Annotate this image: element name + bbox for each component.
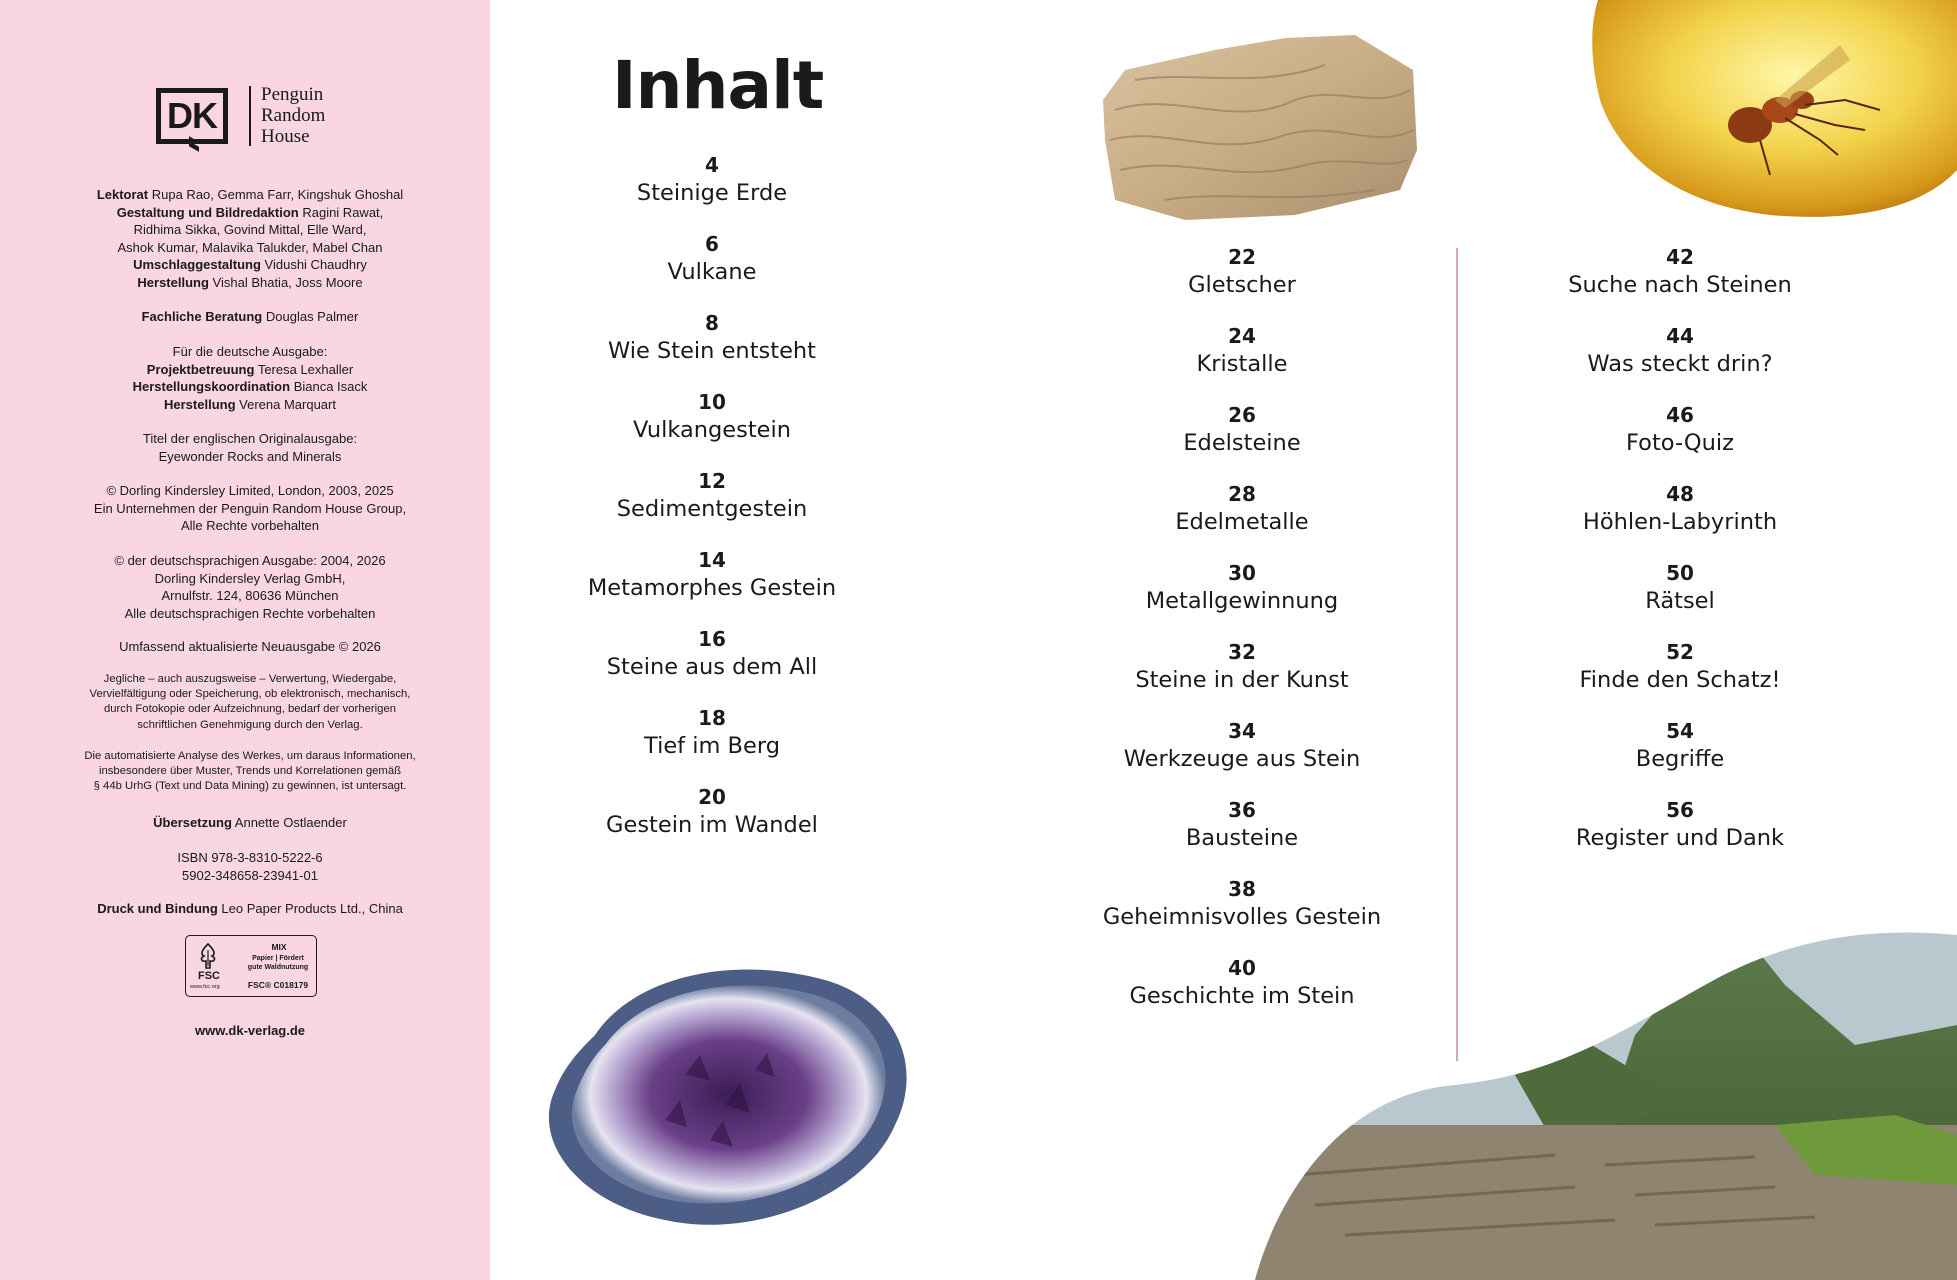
chapter-title: Vulkangestein bbox=[632, 417, 792, 443]
fsc-desc-line: Papier | Fördert bbox=[252, 955, 304, 962]
copyright-de bbox=[50, 552, 450, 622]
imprint-panel bbox=[0, 0, 490, 1280]
penguin-random-house-wordmark bbox=[261, 84, 325, 147]
toc-entry[interactable] bbox=[1072, 560, 1412, 616]
page-number: 50 bbox=[1666, 561, 1694, 585]
amethyst-geode-image bbox=[535, 955, 920, 1235]
fsc-badge bbox=[185, 935, 317, 997]
toc-entry[interactable] bbox=[1510, 323, 1850, 379]
tdm-notice bbox=[55, 749, 445, 795]
credit-line: Herstellung Verena Marquart bbox=[164, 396, 336, 412]
chapter-title: Wie Stein entsteht bbox=[607, 338, 816, 364]
chapter-title: Edelmetalle bbox=[1175, 509, 1309, 535]
chapter-title: Steinige Erde bbox=[636, 180, 788, 206]
translation-line: Übersetzung Annette Ostlaender bbox=[153, 815, 347, 830]
notice-line: Die automatisierte Analyse des Werkes, um daraus Informationen, bbox=[84, 750, 416, 762]
page-number: 16 bbox=[698, 627, 726, 651]
page-number: 24 bbox=[1228, 324, 1256, 348]
copyright-line: © Dorling Kindersley Limited, London, 2003, 2025 bbox=[106, 483, 394, 498]
chapter-title: Vulkane bbox=[667, 259, 757, 285]
ean: 5902-348658-23941-01 bbox=[182, 867, 318, 883]
credit-line: Gestaltung und Bildredaktion Ragini Rawat, bbox=[116, 204, 384, 220]
credit-line: Umschlaggestaltung Vidushi Chaudhry bbox=[133, 257, 367, 272]
fsc-code: FSC® C018179 bbox=[247, 980, 309, 990]
chapter-title: Edelsteine bbox=[1183, 430, 1301, 456]
original-title-block bbox=[50, 430, 450, 465]
toc-entry[interactable] bbox=[1072, 402, 1412, 458]
chapter-title: Gestein im Wandel bbox=[606, 812, 818, 838]
notice-line: insbesondere über Muster, Trends und Korrelationen gemäß bbox=[98, 765, 402, 778]
toc-entry[interactable] bbox=[1072, 639, 1412, 695]
page-number: 40 bbox=[1228, 956, 1256, 980]
prh-line: Random bbox=[261, 105, 326, 126]
page-number: 4 bbox=[705, 153, 719, 177]
dk-logo-mark: DK bbox=[156, 88, 228, 144]
toc-entry[interactable] bbox=[1510, 639, 1850, 695]
page-number: 46 bbox=[1666, 403, 1694, 427]
page-number: 54 bbox=[1666, 719, 1694, 743]
notice-line: schriftlichen Genehmigung durch den Verlag. bbox=[137, 718, 363, 731]
page-number: 32 bbox=[1228, 640, 1256, 664]
credit-line: Ashok Kumar, Malavika Talukder, Mabel Chan bbox=[117, 239, 383, 255]
page-number: 10 bbox=[698, 390, 726, 414]
page-number: 20 bbox=[698, 785, 726, 809]
page-number: 12 bbox=[698, 469, 726, 493]
chapter-title: Steine aus dem All bbox=[606, 654, 818, 680]
chapter-title: Metamorphes Gestein bbox=[587, 575, 837, 601]
original-title-label: Titel der englischen Originalausgabe: bbox=[142, 431, 358, 446]
fsc-description bbox=[240, 955, 316, 972]
chapter-title: Register und Dank bbox=[1575, 825, 1785, 851]
toc-entry[interactable] bbox=[542, 784, 882, 840]
german-edition-block bbox=[50, 343, 450, 413]
notice-line: durch Fotokopie oder Aufzeichnung, bedarf der vorherigen bbox=[103, 703, 397, 716]
fsc-url: www.fsc.org bbox=[190, 984, 220, 990]
chapter-title: Metallgewinnung bbox=[1145, 588, 1339, 614]
copyright-line: Dorling Kindersley Verlag GmbH, bbox=[154, 570, 346, 586]
isbn: ISBN 978-3-8310-5222-6 bbox=[177, 850, 323, 865]
toc-entry[interactable] bbox=[1072, 797, 1412, 853]
revised-edition: Umfassend aktualisierte Neuausgabe © 2026 bbox=[119, 639, 381, 654]
chapter-title: Sedimentgestein bbox=[616, 496, 808, 522]
website-link[interactable]: www.dk-verlag.de bbox=[194, 1023, 306, 1038]
notice-line: § 44b UrhG (Text und Data Mining) zu gewinnen, ist untersagt. bbox=[93, 780, 407, 793]
credit-line: Ridhima Sikka, Govind Mittal, Elle Ward, bbox=[133, 222, 367, 237]
toc-entry[interactable] bbox=[542, 152, 882, 208]
copyright-line: © der deutschsprachigen Ausgabe: 2004, 2026 bbox=[114, 553, 386, 568]
toc-entry[interactable] bbox=[1072, 955, 1412, 1011]
page-number: 38 bbox=[1228, 877, 1256, 901]
toc-entry[interactable] bbox=[1072, 244, 1412, 300]
chapter-title: Gletscher bbox=[1188, 272, 1296, 298]
toc-entry[interactable] bbox=[1510, 481, 1850, 537]
toc-entry[interactable] bbox=[1072, 876, 1412, 932]
notice-line: Jegliche – auch auszugsweise – Verwertung, Wiedergabe, bbox=[103, 673, 397, 685]
german-edition-intro: Für die deutsche Ausgabe: bbox=[172, 344, 328, 359]
page-number: 52 bbox=[1666, 640, 1694, 664]
chapter-title: Begriffe bbox=[1635, 746, 1725, 772]
sandstone-rock-image bbox=[1095, 30, 1420, 230]
page-number: 42 bbox=[1666, 245, 1694, 269]
page-number: 26 bbox=[1228, 403, 1256, 427]
chapter-title: Foto-Quiz bbox=[1626, 430, 1734, 456]
notice-line: Vervielfältigung oder Speicherung, ob elektronisch, mechanisch, bbox=[89, 688, 411, 701]
chapter-title: Steine in der Kunst bbox=[1135, 667, 1349, 693]
toc-entry[interactable] bbox=[1510, 560, 1850, 616]
copyright-line: Alle Rechte vorbehalten bbox=[180, 518, 320, 533]
fsc-logo-text: FSC bbox=[198, 970, 220, 982]
toc-entry[interactable] bbox=[1510, 718, 1850, 774]
chapter-title: Höhlen-Labyrinth bbox=[1582, 509, 1778, 535]
advisor-line: Fachliche Beratung Douglas Palmer bbox=[141, 309, 359, 324]
page-number: 28 bbox=[1228, 482, 1256, 506]
page-number: 18 bbox=[698, 706, 726, 730]
toc-entry[interactable] bbox=[542, 626, 882, 682]
chapter-title: Geschichte im Stein bbox=[1129, 983, 1355, 1009]
chapter-title: Finde den Schatz! bbox=[1579, 667, 1781, 693]
credits-block bbox=[50, 186, 450, 291]
publisher-logo bbox=[156, 84, 356, 150]
chapter-title: Werkzeuge aus Stein bbox=[1123, 746, 1361, 772]
page-number: 44 bbox=[1666, 324, 1694, 348]
rights-notice bbox=[55, 672, 445, 733]
chapter-title: Bausteine bbox=[1185, 825, 1299, 851]
toc-entry[interactable] bbox=[542, 705, 882, 761]
credit-line: Projektbetreuung Teresa Lexhaller bbox=[146, 361, 354, 377]
page-number: 8 bbox=[705, 311, 719, 335]
credit-line: Herstellung Vishal Bhatia, Joss Moore bbox=[137, 274, 363, 290]
toc-entry[interactable] bbox=[1072, 323, 1412, 379]
chapter-title: Geheimnisvolles Gestein bbox=[1102, 904, 1382, 930]
credit-line: Herstellungskoordination Bianca Isack bbox=[132, 379, 368, 394]
chapter-title: Suche nach Steinen bbox=[1568, 272, 1792, 298]
fsc-mix: MIX bbox=[271, 942, 287, 952]
original-title: Eyewonder Rocks and Minerals bbox=[158, 448, 342, 464]
logo-divider bbox=[249, 86, 251, 146]
copyright-line: Ein Unternehmen der Penguin Random House Group, bbox=[93, 500, 407, 516]
copyright-uk bbox=[50, 482, 450, 535]
prh-line: House bbox=[261, 126, 310, 147]
toc-entry[interactable] bbox=[542, 547, 882, 603]
prh-line: Penguin bbox=[261, 84, 324, 105]
toc-entry[interactable] bbox=[542, 389, 882, 445]
chapter-title: Tief im Berg bbox=[644, 733, 780, 759]
page-title: Inhalt bbox=[612, 47, 824, 124]
toc-entry[interactable] bbox=[1510, 402, 1850, 458]
page-number: 14 bbox=[698, 548, 726, 572]
toc-entry[interactable] bbox=[542, 231, 882, 287]
chapter-title: Kristalle bbox=[1196, 351, 1288, 377]
credit-line: Lektorat Rupa Rao, Gemma Farr, Kingshuk Ghoshal bbox=[96, 187, 404, 202]
page-number: 36 bbox=[1228, 798, 1256, 822]
page-number: 30 bbox=[1228, 561, 1256, 585]
page-number: 56 bbox=[1666, 798, 1694, 822]
fsc-tree-icon bbox=[196, 942, 220, 970]
isbn-block bbox=[50, 849, 450, 884]
page-number: 6 bbox=[705, 232, 719, 256]
page-number: 34 bbox=[1228, 719, 1256, 743]
toc-entry[interactable] bbox=[542, 468, 882, 524]
amber-with-insect-image bbox=[1580, 0, 1957, 225]
toc-entry[interactable] bbox=[1510, 797, 1850, 853]
toc-entry[interactable] bbox=[1072, 481, 1412, 537]
toc-entry[interactable] bbox=[1510, 244, 1850, 300]
page-number: 48 bbox=[1666, 482, 1694, 506]
chapter-title: Was steckt drin? bbox=[1587, 351, 1773, 377]
copyright-line: Arnulfstr. 124, 80636 München bbox=[161, 588, 339, 603]
column-divider bbox=[1456, 248, 1458, 1061]
fsc-desc-line: gute Waldnutzung bbox=[247, 963, 309, 971]
toc-entry[interactable] bbox=[542, 310, 882, 366]
printing-line: Druck und Bindung Leo Paper Products Ltd., China bbox=[97, 901, 403, 916]
page-number: 22 bbox=[1228, 245, 1256, 269]
copyright-line: Alle deutschsprachigen Rechte vorbehalten bbox=[124, 605, 376, 621]
chapter-title: Rätsel bbox=[1645, 588, 1715, 614]
toc-entry[interactable] bbox=[1072, 718, 1412, 774]
